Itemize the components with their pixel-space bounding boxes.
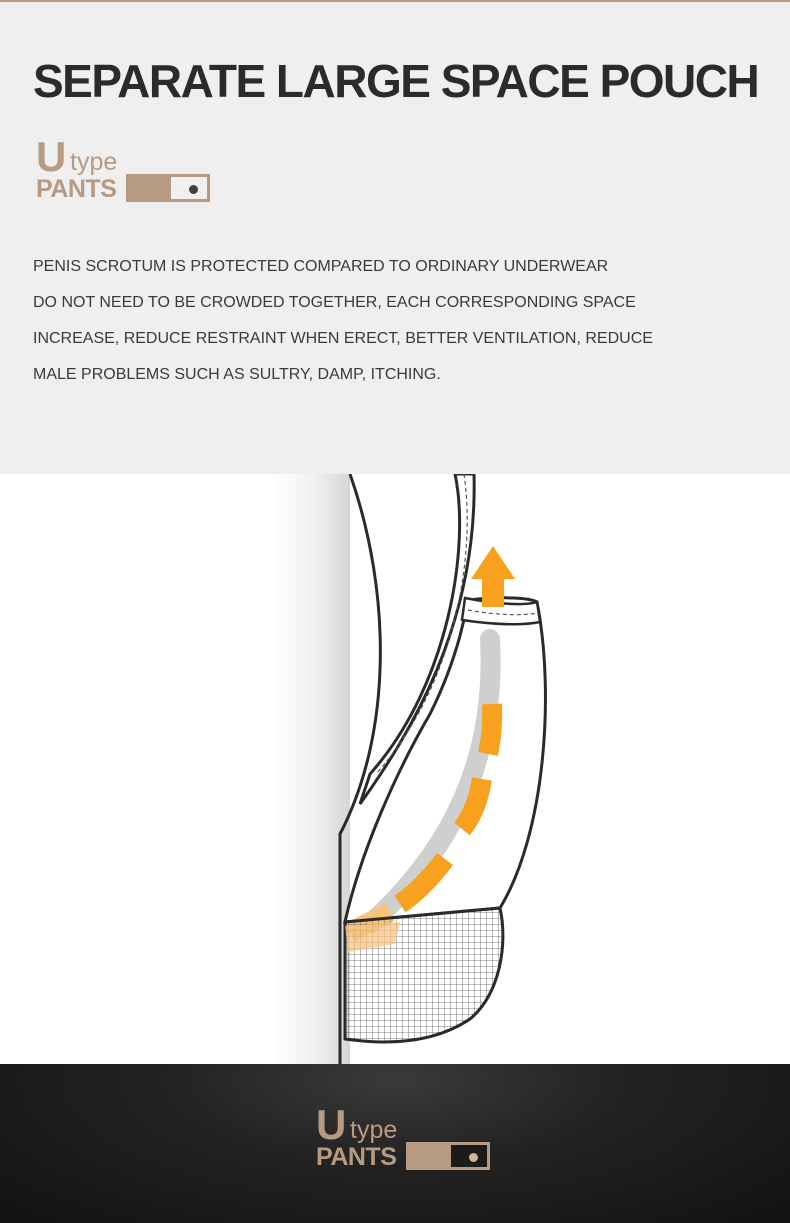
logo-toggle-knob — [450, 1144, 488, 1168]
logo-toggle-icon — [126, 174, 210, 202]
brand-logo — [36, 133, 216, 206]
description-line: DO NOT NEED TO BE CROWDED TOGETHER, EACH CORRESPONDING SPACE — [33, 294, 636, 311]
footer-section — [0, 1064, 790, 1223]
logo-pants: PANTS — [316, 1143, 397, 1171]
logo-toggle-knob — [170, 176, 208, 200]
logo-toggle-dot — [469, 1153, 478, 1162]
logo-type: type — [350, 1116, 398, 1144]
logo-type: type — [70, 148, 118, 176]
pouch-diagram-icon — [0, 474, 790, 1064]
logo-u: U — [316, 1101, 347, 1148]
description — [33, 254, 733, 398]
description-line: PENIS SCROTUM IS PROTECTED COMPARED TO ORDINARY UNDERWEAR — [33, 258, 609, 275]
logo-toggle-icon — [406, 1142, 490, 1170]
description-line: INCREASE, REDUCE RESTRAINT WHEN ERECT, BETTER VENTILATION, REDUCE — [33, 330, 653, 347]
logo-toggle-dot — [189, 185, 198, 194]
logo-pants: PANTS — [36, 175, 117, 203]
logo-u: U — [36, 133, 67, 180]
footer-brand-logo — [316, 1101, 496, 1174]
description-line: MALE PROBLEMS SUCH AS SULTRY, DAMP, ITCHING. — [33, 366, 441, 383]
header-section — [0, 2, 790, 474]
page-title: SEPARATE LARGE SPACE POUCH — [33, 55, 759, 107]
body-shading — [270, 474, 350, 1064]
airflow-segment — [488, 704, 492, 754]
pouch-illustration — [0, 474, 790, 1064]
